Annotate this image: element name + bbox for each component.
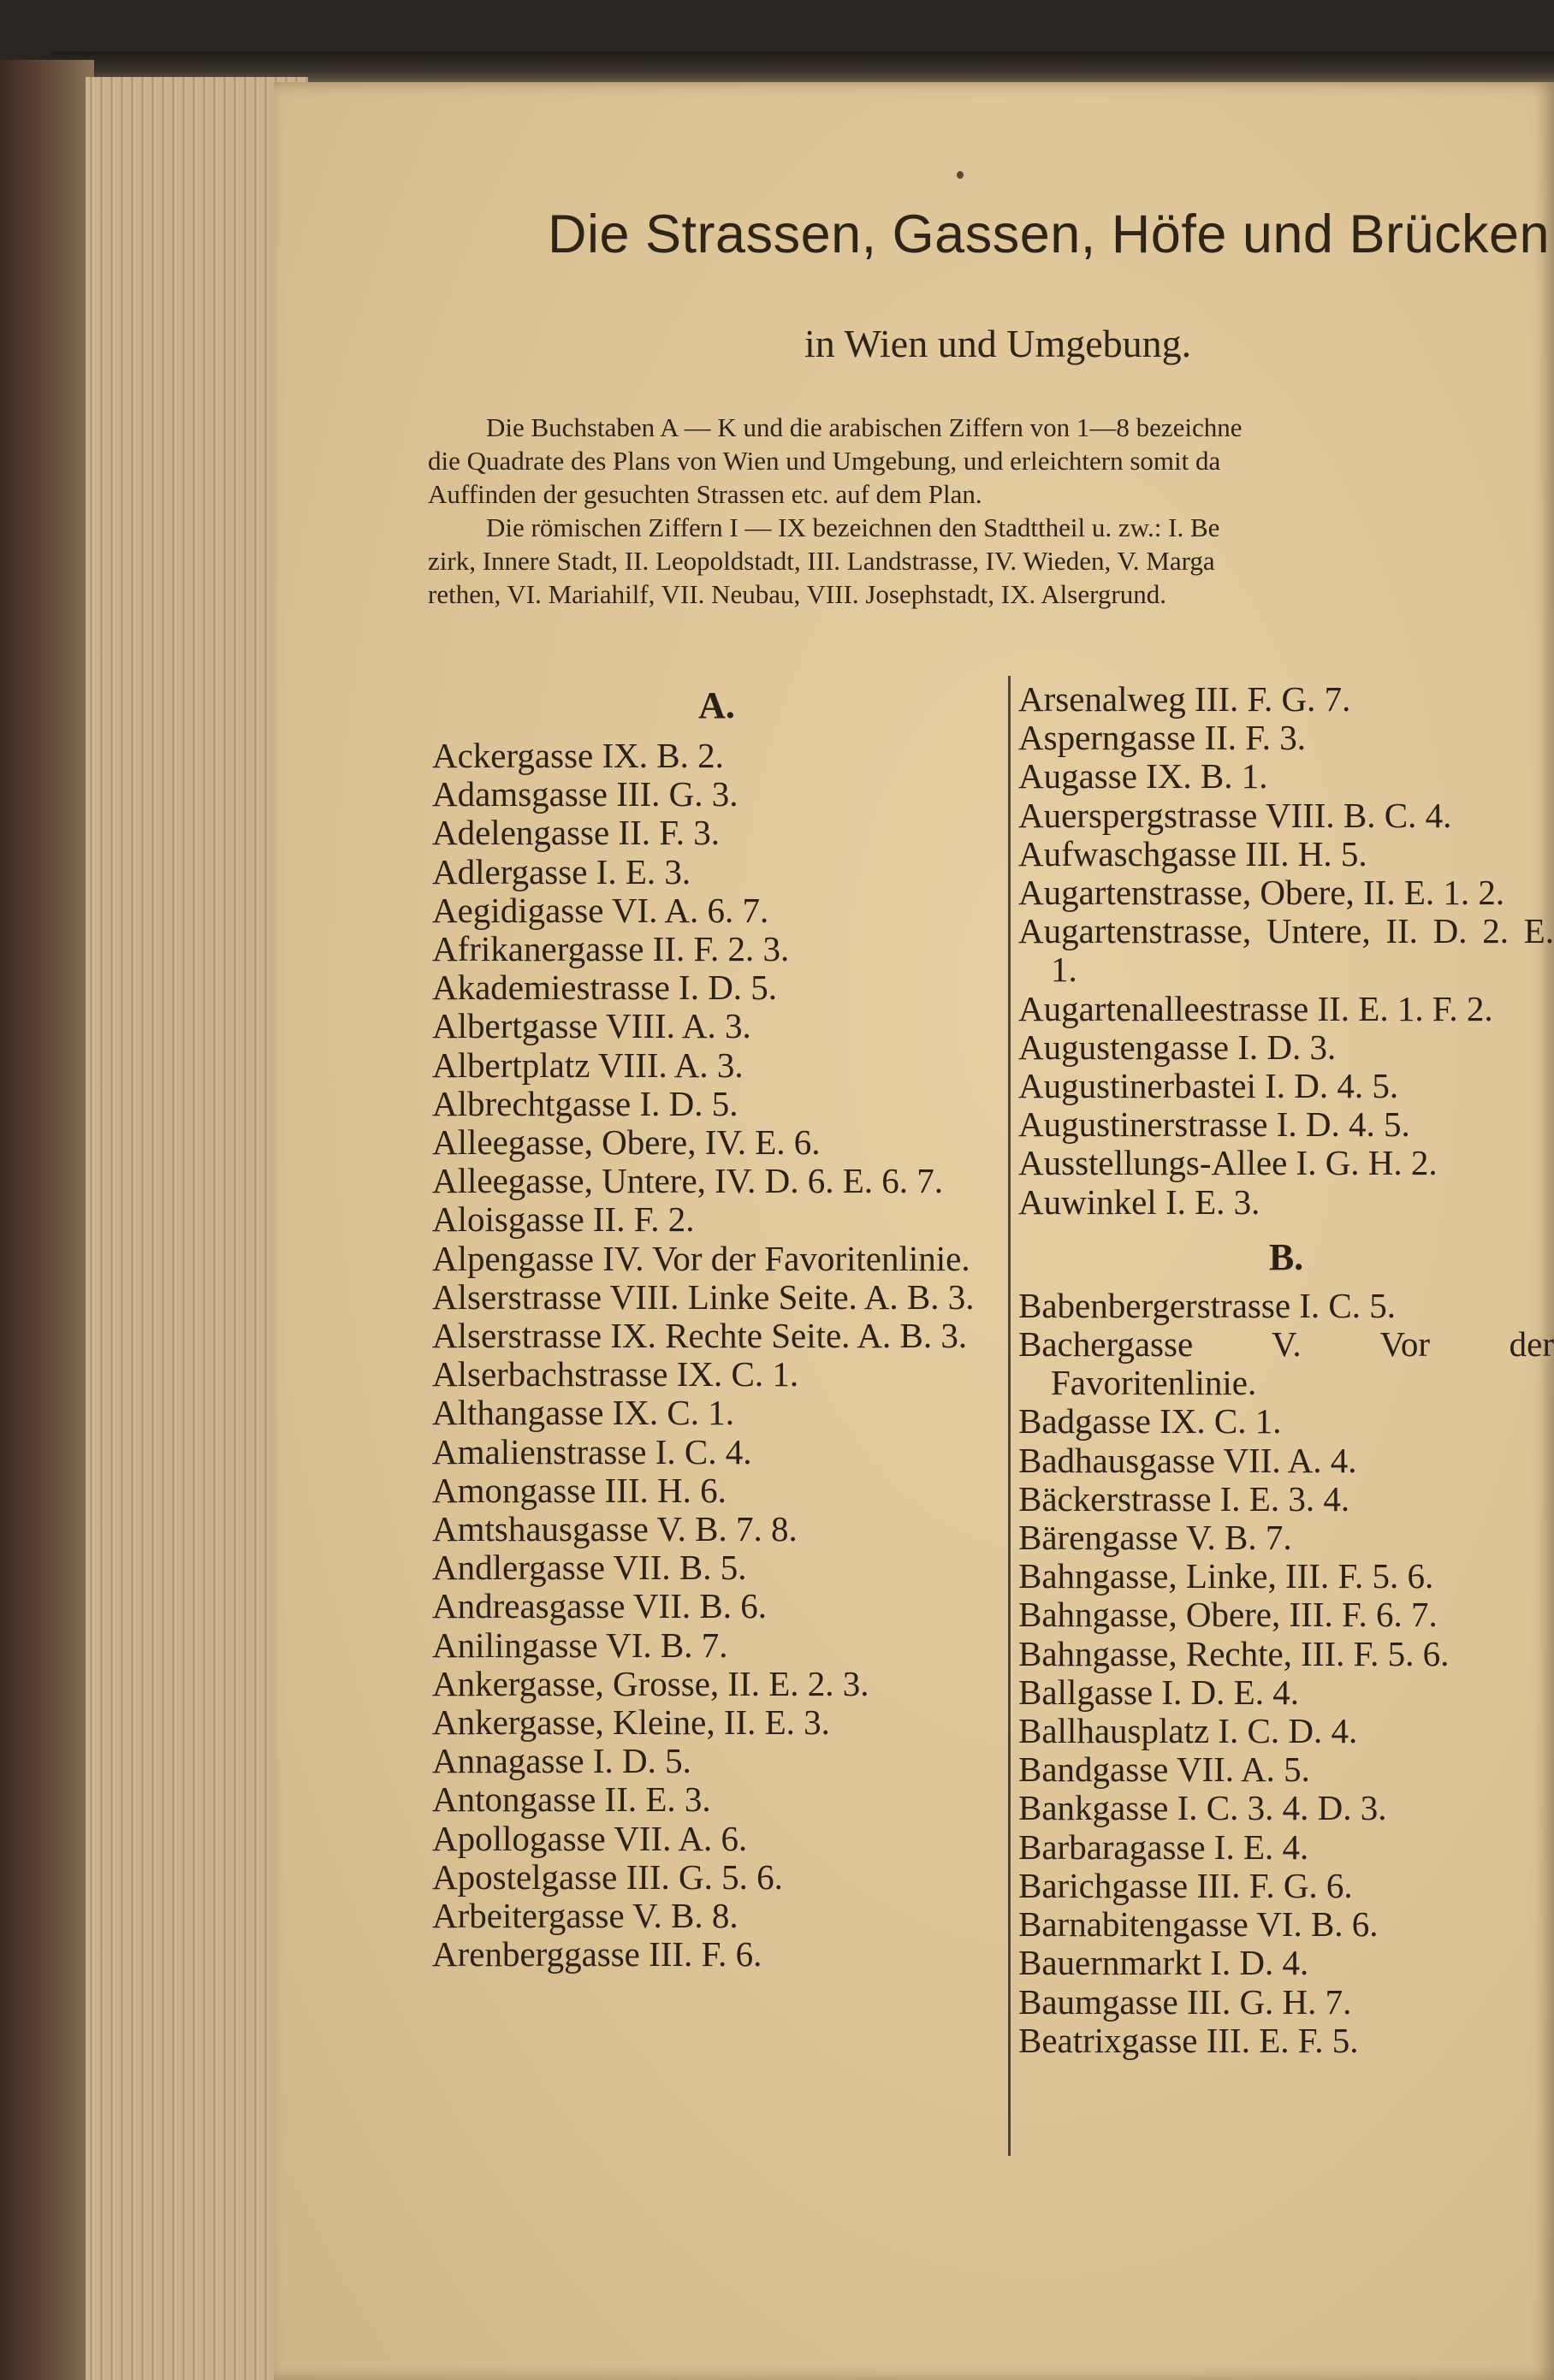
- street-entry: Augustinerstrasse I. D. 4. 5.: [1018, 1104, 1410, 1145]
- street-entry: Amtshausgasse V. B. 7. 8.: [432, 1509, 798, 1549]
- street-entry: Amongasse III. H. 6.: [432, 1470, 727, 1510]
- street-entry: Akademiestrasse I. D. 5.: [432, 968, 778, 1008]
- street-entry: Arenberggasse III. F. 6.: [432, 1934, 762, 1974]
- street-entry: Beatrixgasse III. E. F. 5.: [1018, 2020, 1359, 2060]
- street-entry: Aegidigasse VI. A. 6. 7.: [432, 890, 769, 930]
- street-entry: Badgasse IX. C. 1.: [1018, 1401, 1282, 1442]
- street-entry: Arsenalweg III. F. G. 7.: [1018, 680, 1351, 719]
- street-entry: Apollogasse VII. A. 6.: [432, 1818, 748, 1858]
- street-entry: Augartenstrasse, Untere, II. D. 2. E. 1.: [1018, 911, 1554, 990]
- street-entry: Augustengasse I. D. 3.: [1018, 1027, 1337, 1067]
- street-entry: Augartenalleestrasse II. E. 1. F. 2.: [1018, 988, 1493, 1028]
- column-divider: [1008, 676, 1011, 2156]
- street-entry: Alpengasse IV. Vor der Favoritenlinie.: [432, 1238, 970, 1278]
- street-entry: Alleegasse, Obere, IV. E. 6.: [432, 1122, 821, 1163]
- index-column-right: [1018, 680, 1554, 2060]
- intro-paragraph: [428, 411, 1554, 611]
- street-entry: Auwinkel I. E. 3.: [1018, 1181, 1260, 1222]
- street-entry: Ballhausplatz I. C. D. 4.: [1018, 1711, 1358, 1751]
- street-entry: Augasse IX. B. 1.: [1018, 756, 1268, 796]
- street-entry: Albertplatz VIII. A. 3.: [432, 1045, 744, 1085]
- street-entry: Bankgasse I. C. 3. 4. D. 3.: [1018, 1788, 1387, 1828]
- street-entry: Augustinerbastei I. D. 4. 5.: [1018, 1066, 1399, 1106]
- street-entry: Barbaragasse I. E. 4.: [1018, 1826, 1309, 1867]
- book-cover-spine: [0, 60, 94, 2380]
- street-entry: Ballgasse I. D. E. 4.: [1018, 1672, 1299, 1712]
- street-entry: Albertgasse VIII. A. 3.: [432, 1006, 751, 1046]
- street-entry: Albrechtgasse I. D. 5.: [432, 1083, 738, 1123]
- intro-line: die Quadrate des Plans von Wien und Umgebung, und erleichtern somit da: [428, 446, 1221, 476]
- street-entry: Bahngasse, Rechte, III. F. 5. 6.: [1018, 1633, 1450, 1673]
- section-letter-b: B.: [1268, 1235, 1304, 1278]
- street-entry: Barnabitengasse VI. B. 6.: [1018, 1904, 1379, 1945]
- street-entry: Badhausgasse VII. A. 4.: [1018, 1440, 1357, 1480]
- street-entry: Adelengasse II. F. 3.: [432, 813, 721, 853]
- street-entry: Bauernmarkt I. D. 4.: [1018, 1943, 1309, 1983]
- section-letter-a: A.: [698, 684, 735, 726]
- street-entry: Aloisgasse II. F. 2.: [432, 1199, 695, 1240]
- street-entry: Baumgasse III. G. H. 7.: [1018, 1981, 1352, 2022]
- page-title: Die Strassen, Gassen, Höfe und Brücken: [548, 204, 1551, 264]
- street-entry: Anilingasse VI. B. 7.: [432, 1625, 728, 1665]
- street-entry: Ankergasse, Kleine, II. E. 3.: [432, 1702, 830, 1743]
- intro-line: rethen, VI. Mariahilf, VII. Neubau, VIII. Josephstadt, IX. Alsergrund.: [428, 579, 1166, 609]
- street-entry: Andreasgasse VII. B. 6.: [432, 1586, 767, 1626]
- street-entry: Bandgasse VII. A. 5.: [1018, 1749, 1310, 1790]
- street-entry: Asperngasse II. F. 3.: [1018, 718, 1307, 758]
- street-entry: Adamsgasse III. G. 3.: [432, 774, 738, 814]
- street-entry: Andlergasse VII. B. 5.: [432, 1548, 747, 1588]
- street-entry: Bahngasse, Linke, III. F. 5. 6.: [1018, 1556, 1434, 1596]
- street-entry: Alleegasse, Untere, IV. D. 6. E. 6. 7.: [432, 1161, 944, 1201]
- index-column-left: [432, 680, 1001, 1974]
- street-entry: Amalienstrasse I. C. 4.: [432, 1431, 752, 1471]
- ink-speck: [957, 171, 964, 179]
- intro-line: zirk, Innere Stadt, II. Leopoldstadt, III. Landstrasse, IV. Wieden, V. Marga: [428, 546, 1215, 576]
- street-entry: Althangasse IX. C. 1.: [432, 1393, 735, 1433]
- street-entry: Augartenstrasse, Obere, II. E. 1. 2.: [1018, 873, 1505, 913]
- street-entry: Alserbachstrasse IX. C. 1.: [432, 1354, 799, 1394]
- street-entry: Alserstrasse IX. Rechte Seite. A. B. 3.: [432, 1316, 968, 1356]
- street-entry: Auerspergstrasse VIII. B. C. 4.: [1018, 795, 1452, 835]
- intro-line: Die Buchstaben A — K und die arabischen Ziffern von 1—8 bezeichne: [486, 412, 1243, 442]
- street-entry: Babenbergerstrasse I. C. 5.: [1018, 1285, 1397, 1325]
- street-entry: Adlergasse I. E. 3.: [432, 851, 691, 891]
- street-entry: Ankergasse, Grosse, II. E. 2. 3.: [432, 1663, 869, 1703]
- street-entry: Arbeitergasse V. B. 8.: [432, 1896, 738, 1936]
- intro-line: Auffinden der gesuchten Strassen etc. auf dem Plan.: [428, 479, 982, 509]
- street-entry: Barichgasse III. F. G. 6.: [1018, 1865, 1353, 1905]
- street-entry: Antongasse II. E. 3.: [432, 1779, 711, 1820]
- street-entry: Annagasse I. D. 5.: [432, 1741, 691, 1781]
- street-entry: Afrikanergasse II. F. 2. 3.: [432, 929, 790, 969]
- street-entry: Bäckerstrasse I. E. 3. 4.: [1018, 1478, 1350, 1519]
- street-entry: Bachergasse V. Vor der Favoritenlinie.: [1018, 1324, 1554, 1403]
- street-entry: Aufwaschgasse III. H. 5.: [1018, 833, 1367, 873]
- street-entry: Alserstrasse VIII. Linke Seite. A. B. 3.: [432, 1276, 975, 1317]
- street-entry: Apostelgasse III. G. 5. 6.: [432, 1856, 783, 1897]
- street-entry: Bahngasse, Obere, III. F. 6. 7.: [1018, 1595, 1438, 1635]
- page-subtitle: in Wien und Umgebung.: [804, 322, 1192, 365]
- street-entry: Bärengasse V. B. 7.: [1018, 1518, 1292, 1558]
- intro-line: Die römischen Ziffern I — IX bezeichnen den Stadttheil u. zw.: I. Be: [486, 512, 1220, 542]
- street-entry: Ausstellungs-Allee I. G. H. 2.: [1018, 1143, 1438, 1183]
- street-entry: Ackergasse IX. B. 2.: [432, 736, 724, 775]
